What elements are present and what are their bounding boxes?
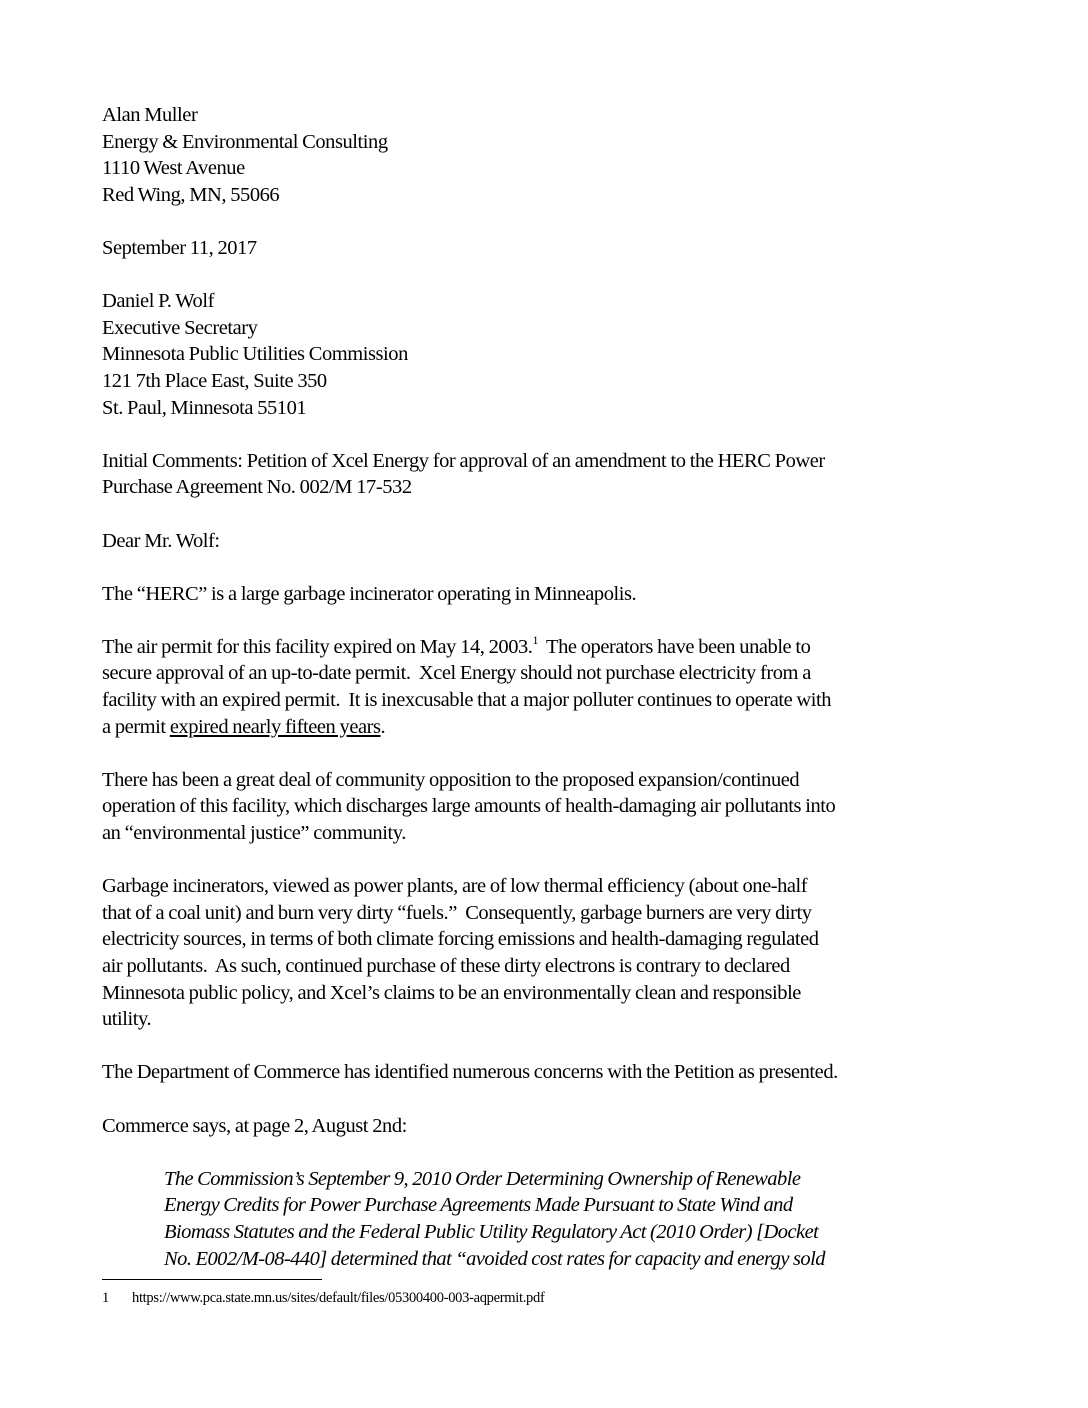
quote-line: The Commission’s September 9, 2010 Order Determining Ownership of Renewable (164, 1167, 801, 1190)
paragraph-line (102, 634, 992, 661)
footnote-separator (102, 1279, 322, 1280)
paragraph-line: There has been a great deal of community opposition to the proposed expansion/continued (102, 768, 800, 791)
paragraph-line: that of a coal unit) and burn very dirty “fuels.” Consequently, garbage burners are very dirty (102, 901, 812, 924)
quote-line: No. E002/M-08-440] determined that “avoided cost rates for capacity and energy sold (164, 1247, 825, 1270)
footnote-number: 1 (102, 1290, 109, 1306)
block-quote (164, 1166, 992, 1272)
paragraph-air-permit (102, 634, 992, 740)
paragraph-line: Commerce says, at page 2, August 2nd: (102, 1114, 407, 1137)
paragraph-community-opposition (102, 767, 992, 847)
recipient-block (102, 288, 992, 421)
paragraph-line: electricity sources, in terms of both climate forcing emissions and health-damaging regulated (102, 928, 819, 951)
paragraph-commerce-concerns (102, 1059, 992, 1086)
paragraph-line: facility with an expired permit. It is inexcusable that a major polluter continues to operate with (102, 689, 832, 712)
sender-name: Alan Muller (102, 104, 198, 126)
sender-organization: Energy & Environmental Consulting (102, 130, 388, 153)
letter-body (102, 102, 992, 1272)
recipient-address-line2: St. Paul, Minnesota 55101 (102, 396, 307, 419)
paragraph-line: air pollutants. As such, continued purchase of these dirty electrons is contrary to declared (102, 955, 790, 977)
recipient-title: Executive Secretary (102, 316, 258, 339)
footnote (102, 1289, 545, 1307)
paragraph-line: an “environmental justice” community. (102, 822, 406, 845)
letter-date: September 11, 2017 (102, 236, 257, 259)
paragraph-line: The Department of Commerce has identified numerous concerns with the Petition as presented. (102, 1061, 838, 1084)
recipient-organization: Minnesota Public Utilities Commission (102, 343, 408, 366)
salutation: Dear Mr. Wolf: (102, 529, 220, 552)
paragraph-incinerator-efficiency (102, 873, 992, 1033)
sender-block (102, 102, 992, 208)
paragraph-herc-intro (102, 581, 992, 608)
paragraph-line: Garbage incinerators, viewed as power plants, are of low thermal efficiency (about one-half (102, 875, 808, 898)
paragraph-line: operation of this facility, which discharges large amounts of health-damaging air pollutants into (102, 795, 836, 818)
quote-line: Biomass Statutes and the Federal Public Utility Regulatory Act (2010 Order) [Docket (164, 1220, 819, 1243)
quote-line: Energy Credits for Power Purchase Agreements Made Pursuant to State Wind and (164, 1194, 793, 1217)
footnote-link[interactable]: https://www.pca.state.mn.us/sites/default/files/05300400-003-aqpermit.pdf (132, 1290, 545, 1306)
paragraph-line: utility. (102, 1008, 152, 1031)
text-span: a permit (102, 715, 170, 738)
text-span: . (380, 715, 386, 738)
paragraph-line (102, 714, 992, 741)
recipient-name: Daniel P. Wolf (102, 290, 214, 313)
subject-line-1: Initial Comments: Petition of Xcel Energy for approval of an amendment to the HERC Power (102, 449, 825, 472)
text-span: The air permit for this facility expired on May 14, 2003. (102, 635, 533, 658)
recipient-address-line1: 121 7th Place East, Suite 350 (102, 369, 327, 392)
paragraph-line: The “HERC” is a large garbage incinerator operating in Minneapolis. (102, 582, 637, 605)
paragraph-line: Minnesota public policy, and Xcel’s claims to be an environmentally clean and responsible (102, 981, 801, 1004)
sender-address-line1: 1110 West Avenue (102, 157, 245, 180)
sender-address-line2: Red Wing, MN, 55066 (102, 183, 280, 206)
paragraph-line: secure approval of an up-to-date permit. Xcel Energy should not purchase electricity from a (102, 662, 811, 685)
footnote-reference[interactable]: 1 (532, 632, 539, 647)
text-span: The operators have been unable to (538, 635, 811, 658)
paragraph-commerce-says (102, 1113, 992, 1140)
subject-line-2: Purchase Agreement No. 002/M 17-532 (102, 476, 412, 499)
subject-line (102, 448, 992, 501)
underlined-emphasis: expired nearly fifteen years (169, 715, 381, 738)
